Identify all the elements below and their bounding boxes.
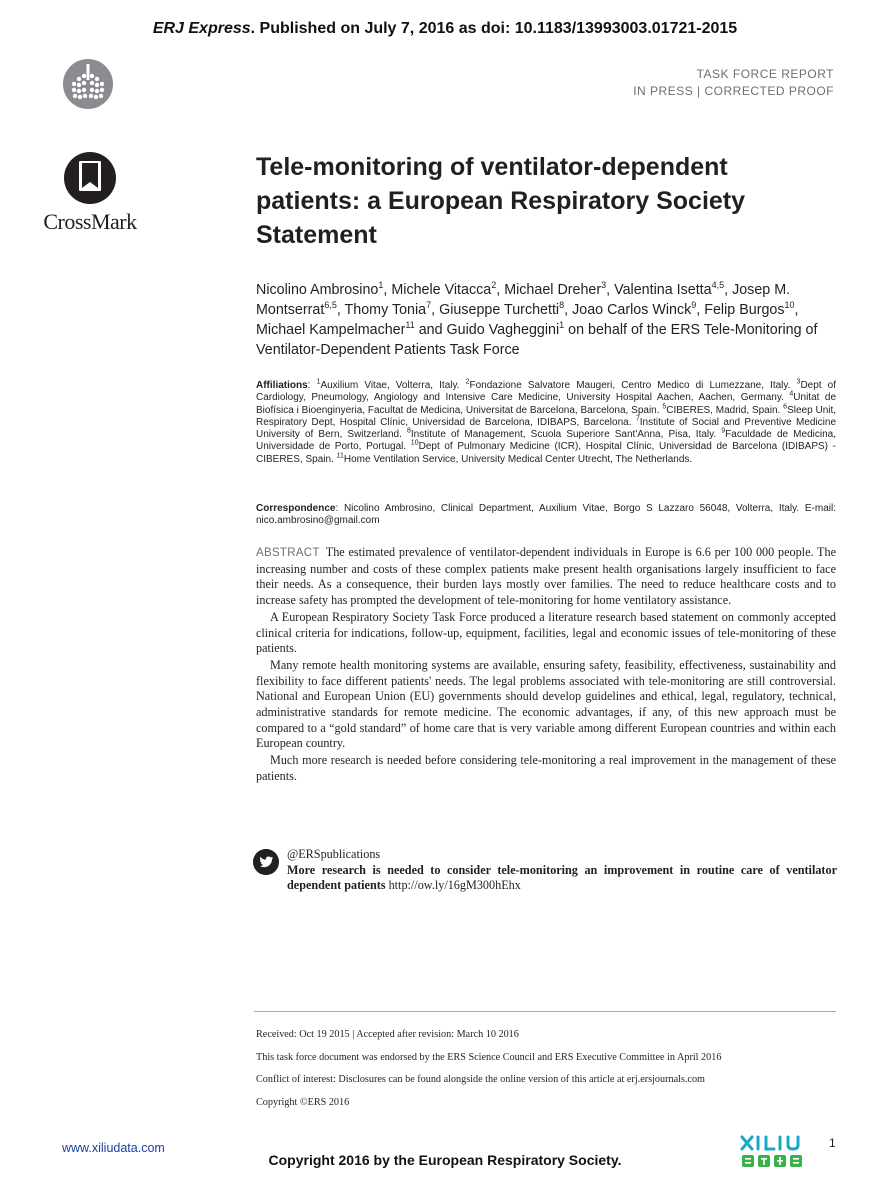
bottom-copyright: Copyright 2016 by the European Respiratory Society. — [268, 1152, 622, 1168]
abstract-paragraph: Many remote health monitoring systems are available, ensuring safety, feasibility, effectiveness, sustainability and flexibility to face different patients' needs. The legal problems associated with tele-monitoring are still controversial. National and European Union (EU) governments should develop guidelines and ethical, legal, regulatory, technical, administrative standards for remote medicine. The economic advantages, if any, of this new approach must be compared to a “gold standard” of home care that is very variable among different European countries and within each European country. — [256, 657, 836, 751]
affiliation-number: 9 — [721, 427, 726, 435]
affiliation-number: 3 — [796, 378, 801, 386]
crossmark-icon — [36, 150, 144, 208]
affiliation-text: Home Ventilation Service, University Medical Center Utrecht, The Netherlands. — [343, 453, 693, 465]
correspondence — [256, 503, 836, 528]
abstract-paragraph — [256, 545, 836, 609]
authors-conjunction: and — [414, 322, 447, 338]
affiliation-text: Faculdade de Medicina, Universidade de Porto, Portugal. — [256, 429, 836, 453]
affiliations-colon: : — [307, 380, 317, 391]
affiliation-text: Institute of Social and Preventive Medicine University of Bern, Switzerland. — [256, 416, 837, 441]
affiliation-number: 11 — [336, 452, 344, 460]
crossmark-badge[interactable] — [36, 150, 144, 232]
footer-divider — [254, 1011, 836, 1012]
endorsement-note: This task force document was endorsed by the ERS Science Council and ERS Executive Committee in April 2016 — [256, 1051, 722, 1063]
affiliation-number: 6 — [783, 403, 788, 411]
author-name: Guido Vagheggini — [446, 322, 560, 338]
tweet-body — [287, 863, 837, 894]
author-name: Michele Vitacca — [391, 282, 492, 298]
affiliation-text: Dept of Cardiology, Pneumology, Angiology and Intensive Care Medicine, University Hospital Aachen, Aachen, Germany. — [256, 380, 836, 404]
conflict-of-interest: Conflict of interest: Disclosures can be found alongside the online version of this article at erj.ersjournals.com — [256, 1074, 705, 1085]
affiliation-text: Sleep Unit, Respiratory Dept, Hospital Clínic, Universidad de Barcelona, IDIBAPS, Barcelona. — [256, 404, 837, 428]
twitter-bird-icon — [253, 849, 279, 875]
author-name: Valentina Isetta — [614, 282, 712, 298]
author-name: Nicolino Ambrosino — [256, 282, 379, 298]
authors-on-behalf: on behalf of the ERS Tele-Monitoring of Ventilator-Dependent Patients Task Force — [256, 322, 818, 358]
affiliation-number: 5 — [662, 403, 667, 411]
crossmark-label: CrossMark — [43, 209, 137, 234]
affiliation-text: Institute of Management, Scuola Superiore Sant'Anna, Pisa, Italy. — [410, 429, 717, 441]
affiliation-number: 2 — [465, 378, 470, 386]
author-affiliation-ref: 8 — [559, 300, 565, 311]
author-list: Nicolino Ambrosino$^1$, Michele Vitacca$^2$, Michael Dreher$^3$, Valentina Isetta$^{4,5}$, Josep M. Montserrat$^{6,5}$, Thomy Tonia$^7$, Giuseppe Turchetti$^8$, Joao Carlos Winck$^9$, Felip Burgos$^{10}$, Michael Kampelmacher$^{11}$ and Guido Vagheggini$^1$ on behalf of the ERS Tele-Monitoring of Ventilator-Dependent Patients Task Force — [256, 280, 818, 358]
author-affiliation-ref: 1 — [378, 280, 384, 291]
author-affiliation-ref: 7 — [426, 300, 432, 311]
author-affiliation-ref: 1 — [559, 320, 565, 331]
affiliation-number: 10 — [410, 440, 419, 448]
ers-lung-logo-icon — [62, 58, 114, 110]
author-name: Joao Carlos Winck — [572, 302, 692, 318]
correspondence-text: : Nicolino Ambrosino, Clinical Department, Auxilium Vitae, Borgo S Lazzaro 56048, Volterra, Italy. E-mail: nico.ambrosino@gmail.com — [256, 503, 836, 527]
received-dates: Received: Oct 19 2015 | Accepted after revision: March 10 2016 — [256, 1029, 519, 1040]
banner-doi-text: . Published on July 7, 2016 as doi: 10.1183/13993003.01721-2015 — [250, 20, 738, 37]
affiliation-number: 1 — [316, 378, 321, 386]
author-name: Michael Kampelmacher — [256, 322, 406, 338]
author-name: Michael Dreher — [504, 282, 602, 298]
tweet-handle[interactable]: @ERSpublications — [287, 847, 381, 861]
abstract — [256, 545, 836, 786]
abstract-paragraph: A European Respiratory Society Task Force produced a literature research based statement on commonly accepted clinical criteria for indications, follow-up, equipment, facilities, legal and economic issues of tele-monitoring of these patients. — [256, 609, 836, 656]
author-affiliation-ref: 6,5 — [324, 300, 337, 311]
affiliation-text: Unitat de Biofísica i Bioenginyeria, Facultat de Medicina, Universitat de Barcelona, Barcelona, Spain. — [256, 392, 837, 416]
abstract-label: ABSTRACT — [256, 547, 320, 559]
author-name: Giuseppe Turchetti — [439, 302, 560, 318]
report-type-label — [633, 66, 834, 100]
abstract-paragraph-text: The estimated prevalence of ventilator-dependent individuals in Europe is 6.6 per 100 000 people. The increasing number and costs of these complex patients make present health organisations largely insufficient to face their needs. As a consequence, their burden lays mostly over families. The need to reduce healthcare costs and to increase safety has prompted the development of tele-monitoring for home ventilatory assistance. — [256, 545, 836, 608]
author-affiliation-ref: 3 — [601, 280, 607, 291]
affiliation-text: CIBERES, Madrid, Spain. — [666, 404, 781, 416]
journal-name: ERJ Express — [152, 20, 251, 37]
affiliations — [256, 380, 836, 466]
affiliation-number: 4 — [789, 390, 794, 398]
author-name: Thomy Tonia — [344, 302, 427, 318]
author-name: Josep M. Montserrat — [256, 282, 791, 318]
footer-notes — [256, 1024, 836, 1114]
correspondence-label: Correspondence — [256, 503, 336, 514]
affiliation-list — [256, 380, 836, 465]
site-url-link[interactable]: www.xiliudata.com — [62, 1141, 165, 1155]
author-affiliation-ref: 4,5 — [711, 280, 725, 291]
tweet-box — [287, 847, 837, 894]
affiliation-number: 8 — [406, 427, 411, 435]
journal-banner — [0, 20, 890, 38]
report-type-line1: TASK FORCE REPORT — [696, 67, 834, 81]
copyright-note: Copyright ©ERS 2016 — [256, 1096, 350, 1108]
author-affiliation-ref: 11 — [405, 320, 415, 331]
author-affiliation-ref: 2 — [491, 280, 497, 291]
affiliations-label: Affiliations — [256, 380, 308, 391]
affiliation-text: Auxilium Vitae, Volterra, Italy. — [320, 380, 460, 391]
tweet-link[interactable]: http://ow.ly/16gM300hEhx — [388, 878, 521, 892]
xiliu-logo-icon — [738, 1131, 828, 1171]
author-name: Felip Burgos — [704, 302, 785, 318]
affiliation-text: Dept of Pulmonary Medicine (ICR), Hospital Clínic, Universidad de Barcelona (IDIBAPS) - CIBERES, Spain. — [256, 441, 836, 465]
report-type-line2: IN PRESS | CORRECTED PROOF — [633, 84, 834, 98]
affiliation-text: Fondazione Salvatore Maugeri, Centro Medico di Lumezzane, Italy. — [469, 380, 791, 391]
page-number: 1 — [829, 1136, 836, 1150]
author-affiliation-ref: 9 — [691, 300, 697, 311]
tweet-text: More research is needed to consider tele-monitoring an improvement in routine care of ventilator dependent patients — [287, 862, 837, 892]
abstract-paragraph: Much more research is needed before considering tele-monitoring a real improvement in the management of these patients. — [256, 753, 836, 783]
author-affiliation-ref: 10 — [784, 300, 795, 311]
affiliation-number: 7 — [635, 415, 640, 423]
article-title: Tele-monitoring of ventilator-dependent patients: a European Respiratory Society Statement — [256, 153, 746, 249]
